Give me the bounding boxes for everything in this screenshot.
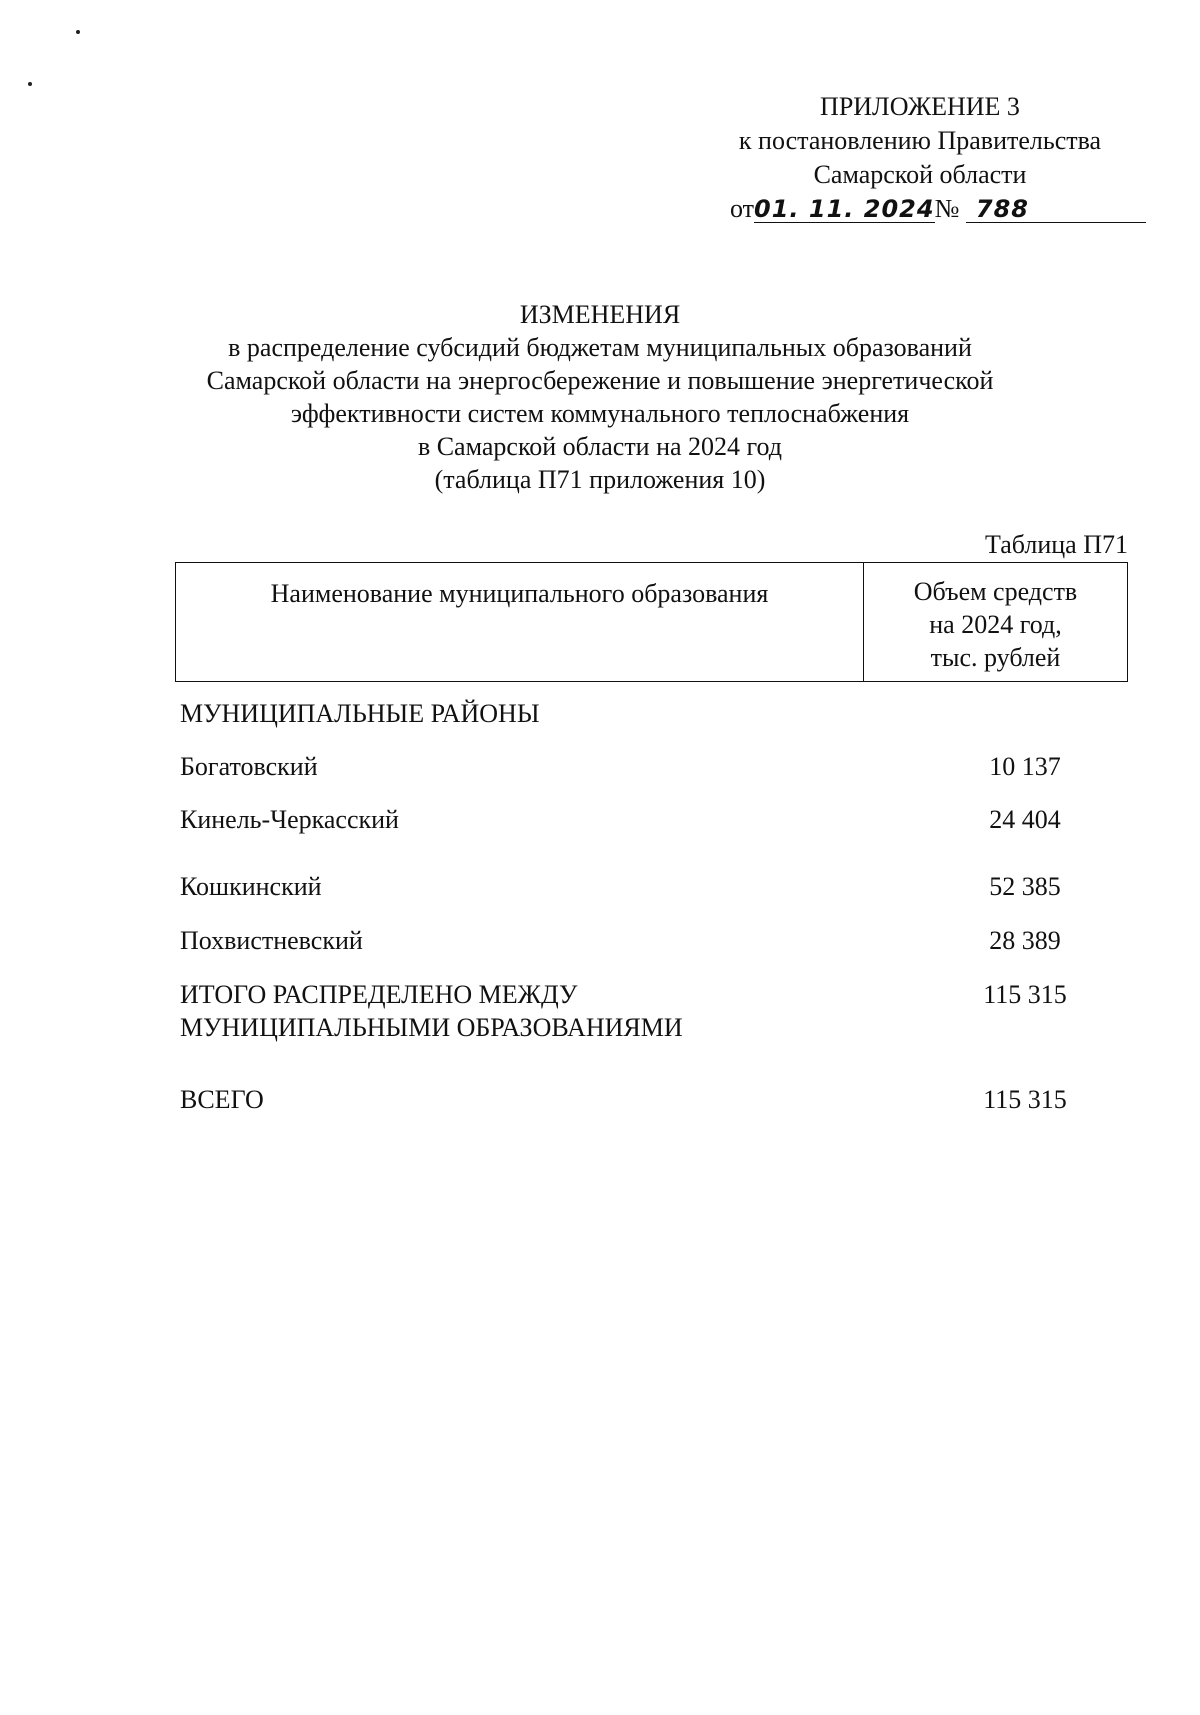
document-title-line: в распределение субсидий бюджетам муниципальных образований bbox=[228, 333, 972, 362]
handwritten-number: 788 bbox=[975, 195, 1029, 223]
document-title-line: в Самарской области на 2024 год bbox=[417, 432, 783, 461]
number-field bbox=[966, 196, 1146, 223]
appendix-line-region: Самарской области bbox=[813, 160, 1027, 189]
appendix-line-decree: к постановлению Правительства bbox=[738, 126, 1102, 155]
appendix-block bbox=[690, 90, 1150, 226]
scan-speck bbox=[28, 82, 32, 86]
municipality-name: Кошкинский bbox=[180, 872, 322, 901]
total-distributed-value: 115 315 bbox=[983, 980, 1067, 1009]
municipality-name: Богатовский bbox=[180, 752, 318, 781]
document-heading: ИЗМЕНЕНИЯ bbox=[519, 300, 681, 329]
table-header bbox=[175, 562, 1128, 682]
total-distributed-line: ИТОГО РАСПРЕДЕЛЕНО МЕЖДУ bbox=[180, 980, 578, 1009]
total-distributed-row bbox=[180, 978, 1080, 1048]
section-title: МУНИЦИПАЛЬНЫЕ РАЙОНЫ bbox=[180, 699, 540, 728]
municipality-name: Похвистневский bbox=[180, 926, 363, 955]
municipality-name: Кинель-Черкасский bbox=[180, 805, 399, 834]
municipality-value: 24 404 bbox=[989, 805, 1061, 834]
grand-total-label: ВСЕГО bbox=[180, 1085, 264, 1114]
scan-speck bbox=[76, 30, 80, 34]
document-title-line: (таблица П71 приложения 10) bbox=[434, 465, 766, 494]
document-title-line: Самарской области на энергосбережение и повышение энергетической bbox=[206, 366, 994, 395]
header-volume-line: Объем средств bbox=[913, 577, 1078, 606]
header-volume-column bbox=[864, 563, 1127, 681]
document-title-line: эффективности систем коммунального теплоснабжения bbox=[290, 399, 910, 428]
header-volume-line: на 2024 год, bbox=[929, 610, 1062, 639]
total-distributed-label bbox=[180, 978, 900, 1044]
municipality-value: 10 137 bbox=[989, 752, 1061, 781]
municipality-value: 28 389 bbox=[989, 926, 1061, 955]
handwritten-date: 01. 11. 2024 bbox=[754, 195, 935, 223]
document-title bbox=[150, 298, 1050, 496]
table-label: Таблица П71 bbox=[985, 530, 1128, 559]
date-prefix: от bbox=[730, 194, 755, 223]
municipality-value: 52 385 bbox=[989, 872, 1061, 901]
number-prefix: № bbox=[934, 194, 960, 223]
appendix-reference-line bbox=[690, 192, 1150, 226]
appendix-title: ПРИЛОЖЕНИЕ 3 bbox=[820, 92, 1020, 121]
date-field bbox=[754, 196, 935, 223]
grand-total-value: 115 315 bbox=[983, 1085, 1067, 1114]
header-name-column: Наименование муниципального образования bbox=[176, 563, 864, 681]
total-distributed-line: МУНИЦИПАЛЬНЫМИ ОБРАЗОВАНИЯМИ bbox=[180, 1013, 683, 1042]
header-volume-line: тыс. рублей bbox=[930, 643, 1061, 672]
